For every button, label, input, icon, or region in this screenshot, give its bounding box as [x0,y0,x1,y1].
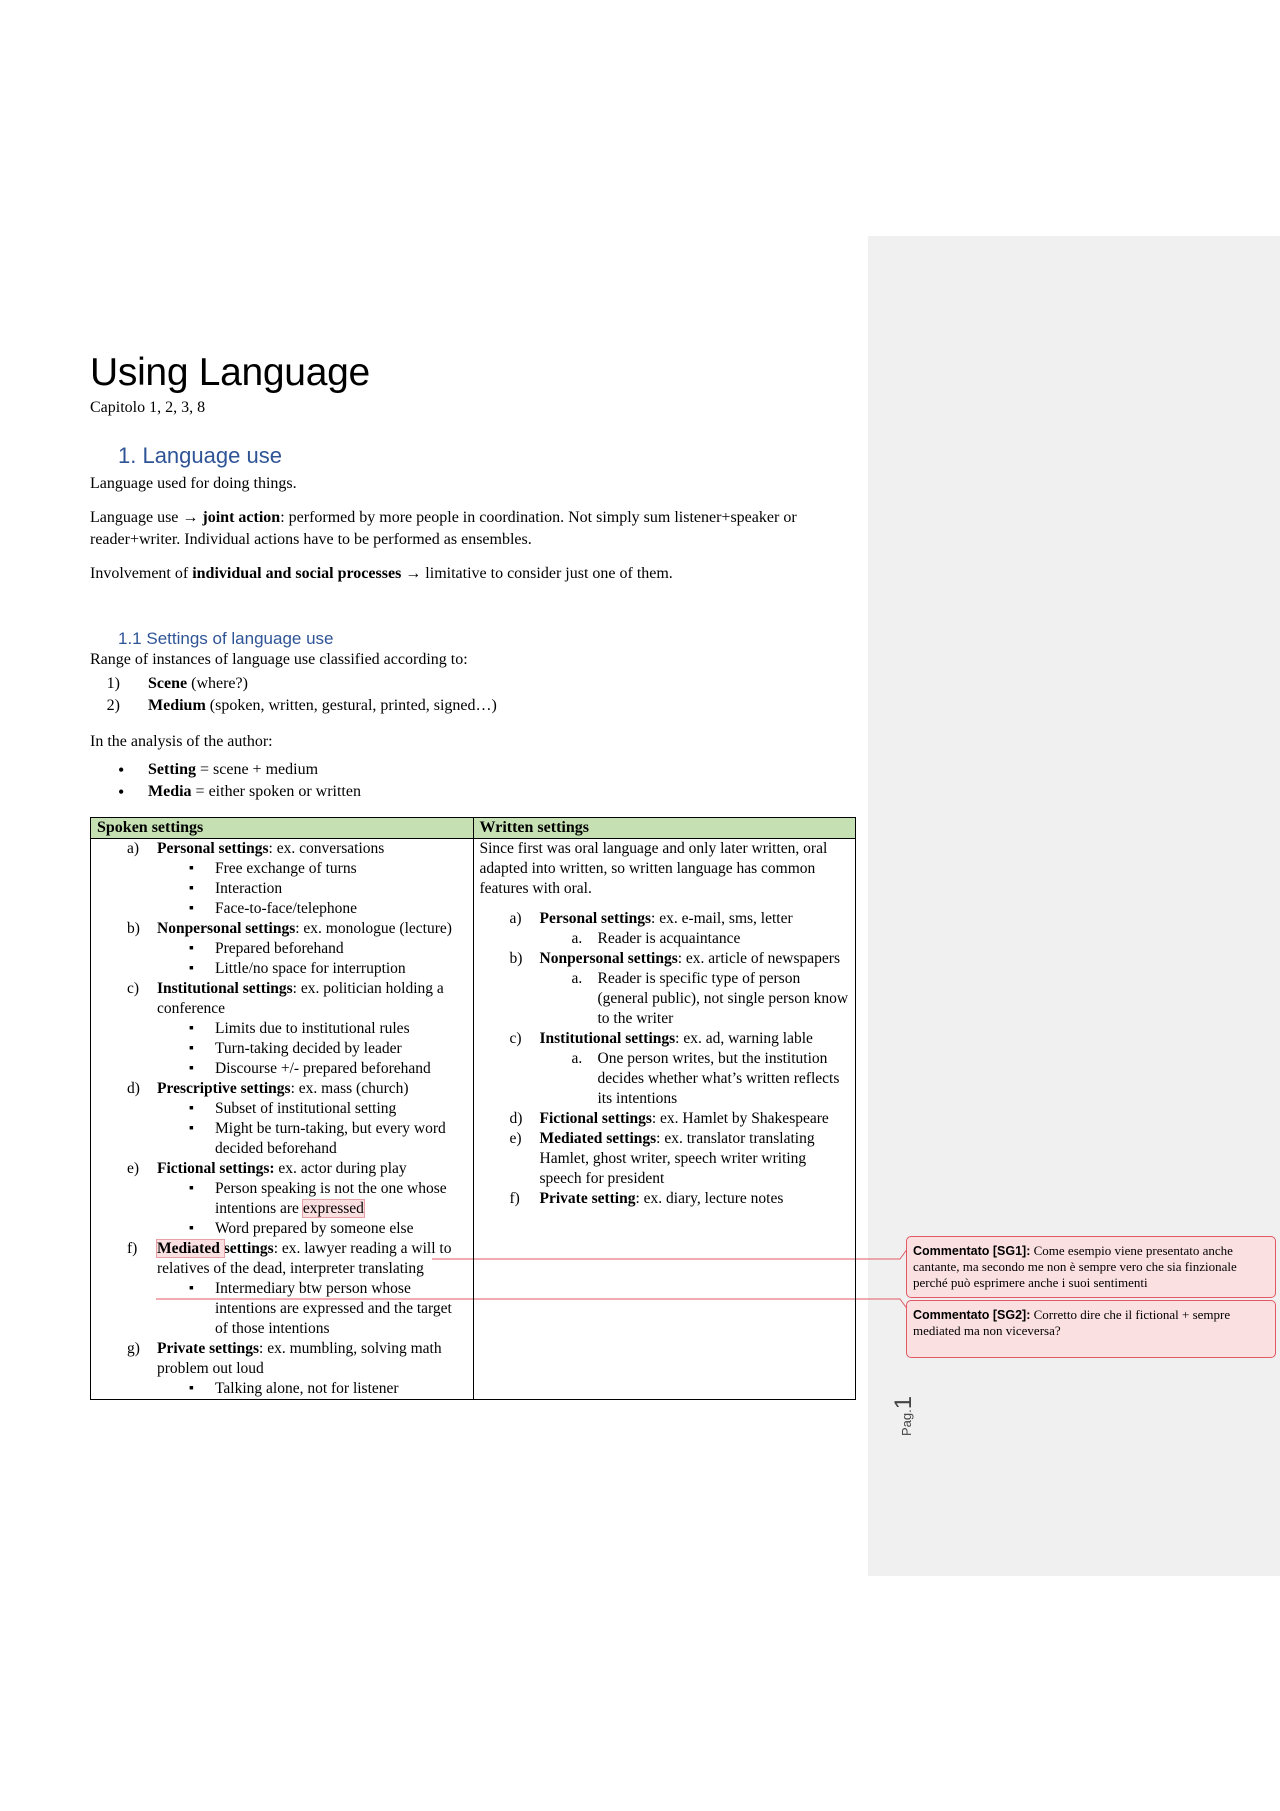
bullet-list [90,759,860,803]
written-item-b: b) Nonpersonal settings: ex. article of newspapers [509,949,840,967]
paragraph-3: Involvement of individual and social processes → limitative to consider just one of them. [90,564,673,582]
comment-anchor-sg2[interactable]: Mediated [157,1239,224,1257]
document-title: Using Language [90,351,370,394]
sub-item: ▪ Talking alone, not for listener [97,1379,467,1399]
settings-intro: Range of instances of language use classified according to: [90,650,468,668]
spoken-item-f: f) Mediated settings: ex. lawyer reading a will to relatives of the dead, interpreter translating [127,1239,452,1277]
document-subtitle: Capitolo 1, 2, 3, 8 [90,398,206,416]
sub-item: ▪ Free exchange of turns [97,859,467,879]
comment-text: Corretto dire che il fictional + sempre mediated ma non viceversa? [913,1307,1231,1338]
sub-item: a. Reader is specific type of person (general public), not single person know to the writer [571,969,849,1027]
author-analysis: In the analysis of the author: [90,732,273,750]
sub-item: ▪ Subset of institutional setting [97,1099,467,1119]
written-item-e: e) Mediated settings: ex. translator translating Hamlet, ghost writer, speech writer writing speech for president [509,1129,815,1187]
comment-margin-pane [868,236,1280,1576]
written-item-a: a) Personal settings: ex. e-mail, sms, letter [509,909,793,927]
sub-item: ▪ Limits due to institutional rules [97,1019,467,1039]
comment-text: Come esempio viene presentato anche cantante, ma secondo me non è sempre vero che sia finzionale perché può esprimere anche i suoi sentimenti [913,1243,1237,1290]
heading-settings: 1.1 Settings of language use [118,628,334,648]
sub-item: a. Reader is acquaintance [571,929,741,947]
written-item-f: f) Private setting: ex. diary, lecture notes [509,1189,784,1207]
numbered-list [90,673,860,717]
comment-anchor-sg1[interactable]: expressed [302,1199,364,1217]
paragraph-2: Language use → joint action: performed by more people in coordination. Not simply sum listener+speaker or reader+writer. Individual actions have to be performed as ensembles. [90,508,797,548]
comment-author: Commentato [SG1]: [913,1244,1031,1258]
spoken-item-g: g) Private settings: ex. mumbling, solving math problem out loud [127,1339,442,1377]
spoken-item-e: e) Fictional settings: ex. actor during play [127,1159,407,1177]
written-item-d: d) Fictional settings: ex. Hamlet by Shakespeare [509,1109,829,1127]
written-column [473,838,856,1399]
page-number-value: 1 [890,1395,917,1410]
comment-sg2[interactable] [906,1300,1276,1358]
sub-item: ▪ Person speaking is not the one whose intentions are expressed [97,1179,467,1219]
list-item: • Setting = scene + medium [90,759,860,781]
settings-table [90,817,856,1400]
comment-author: Commentato [SG2]: [913,1308,1031,1322]
comment-sg1[interactable] [906,1236,1276,1298]
spoken-item-a: a) Personal settings: ex. conversations [127,839,385,857]
header-spoken: Spoken settings [91,817,474,838]
document-body [90,352,860,1400]
spoken-item-b: b) Nonpersonal settings: ex. monologue (lecture) [127,919,452,937]
sub-item: ▪ Discourse +/- prepared beforehand [97,1059,467,1079]
sub-item: ▪ Might be turn-taking, but every word decided beforehand [97,1119,467,1159]
list-item: • Media = either spoken or written [90,781,860,803]
sub-item: ▪ Turn-taking decided by leader [97,1039,467,1059]
spoken-item-d: d) Prescriptive settings: ex. mass (church) [127,1079,409,1097]
page-label: Pag. [899,1409,914,1436]
list-item: 2) Medium (spoken, written, gestural, printed, signed…) [106,696,497,714]
header-written: Written settings [473,817,856,838]
sub-item: a. One person writes, but the institution decides whether what’s written reflects its intentions [571,1049,840,1107]
written-intro: Since first was oral language and only later written, oral adapted into written, so written language has common features with oral. [479,839,828,897]
sub-item: ▪ Prepared beforehand [97,939,467,959]
paragraph-1: Language used for doing things. [90,474,297,492]
written-item-c: c) Institutional settings: ex. ad, warning lable [509,1029,813,1047]
list-item: 1) Scene (where?) [106,674,248,692]
sub-item: ▪ Intermediary btw person whose intentions are expressed and the target of those intentions [97,1279,467,1339]
sub-item: ▪ Word prepared by someone else [97,1219,467,1239]
page-number [890,1396,918,1436]
sub-item: ▪ Interaction [97,879,467,899]
spoken-item-c: c) Institutional settings: ex. politician holding a conference [127,979,444,1017]
heading-language-use: 1. Language use [118,442,282,468]
spoken-column [91,838,474,1399]
sub-item: ▪ Face-to-face/telephone [97,899,467,919]
sub-item: ▪ Little/no space for interruption [97,959,467,979]
